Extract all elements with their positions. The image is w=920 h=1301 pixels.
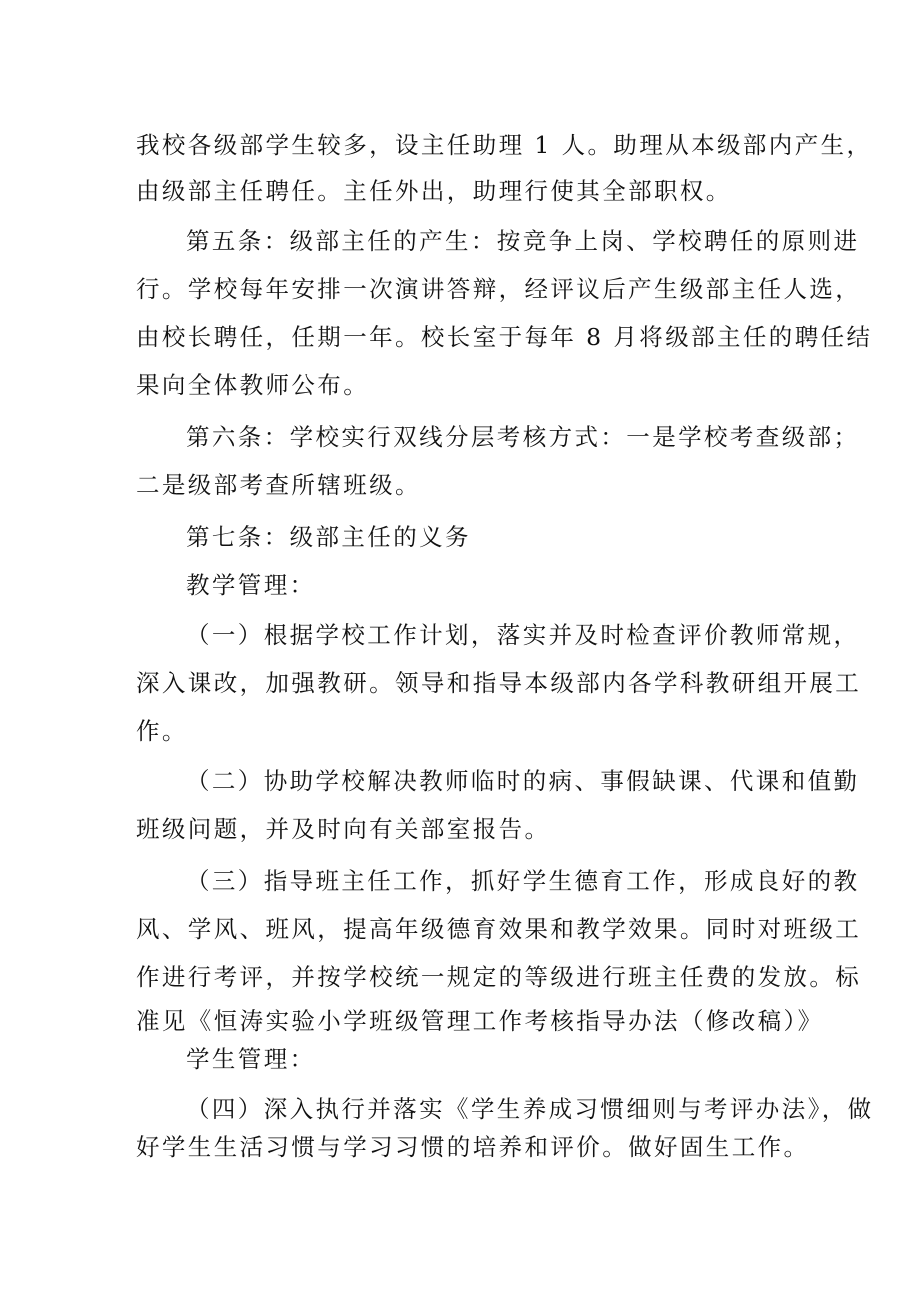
text-line: 风、学风、班风，提高年级德育效果和教学效果。同时对班级工 <box>136 915 862 943</box>
text-line: 班级问题，并及时向有关部室报告。 <box>136 815 551 843</box>
text-line: 作。 <box>136 717 188 745</box>
text-line: 第六条：学校实行双线分层考核方式：一是学校考查级部； <box>186 423 860 451</box>
text-line: 深入课改，加强教研。领导和指导本级部内各学科教研组开展工 <box>136 669 862 697</box>
section-heading: 学生管理： <box>186 1045 316 1073</box>
text-line: 由校长聘任，任期一年。校长室于每年 8 月将级部主任的聘任结 <box>136 323 873 351</box>
text-line: （四）深入执行并落实《学生养成习惯细则与考评办法》，做 <box>186 1095 874 1123</box>
text-line: 第七条：级部主任的义务 <box>186 523 471 551</box>
section-heading: 教学管理： <box>186 571 316 599</box>
text-line: 由级部主任聘任。主任外出，助理行使其全部职权。 <box>136 177 732 205</box>
text-line: 果向全体教师公布。 <box>136 371 370 399</box>
text-line: 准见《恒涛实验小学班级管理工作考核指导办法（修改稿）》 <box>136 1007 824 1035</box>
text-line: （二）协助学校解决教师临时的病、事假缺课、代课和值勤 <box>186 767 860 795</box>
text-line: 作进行考评，并按学校统一规定的等级进行班主任费的发放。标 <box>136 963 862 991</box>
text-line: 好学生生活习惯与学习习惯的培养和评价。做好固生工作。 <box>136 1133 810 1161</box>
text-line: （三）指导班主任工作，抓好学生德育工作，形成良好的教 <box>186 867 860 895</box>
text-line: 行。学校每年安排一次演讲答辩，经评议后产生级部主任人选， <box>136 275 862 303</box>
text-line: 我校各级部学生较多，设主任助理 1 人。助理从本级部内产生， <box>136 131 873 159</box>
text-line: 第五条：级部主任的产生：按竞争上岗、学校聘任的原则进 <box>186 227 860 255</box>
text-line: （一）根据学校工作计划，落实并及时检查评价教师常规， <box>186 621 860 649</box>
text-line: 二是级部考查所辖班级。 <box>136 471 421 499</box>
